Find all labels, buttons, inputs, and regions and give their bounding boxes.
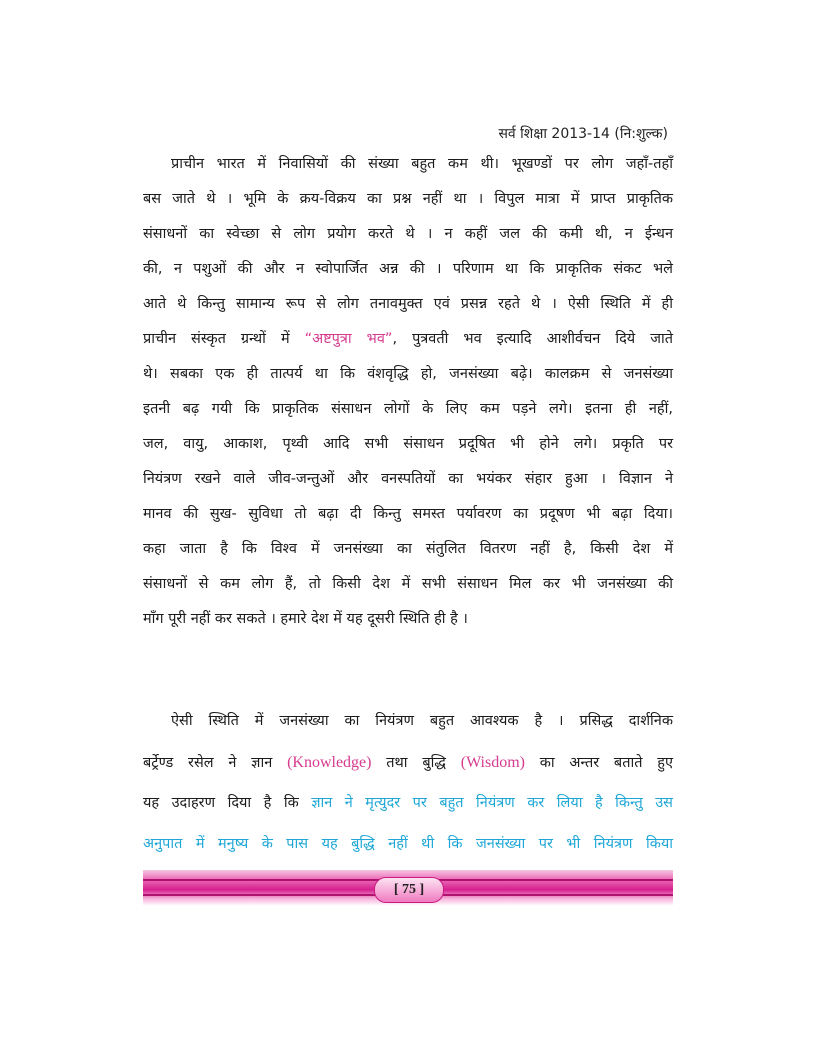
text-line: संसाधनों का स्वेच्छा से लोग प्रयोग करते थे । न कहीं जल की कमी थी, न ईन्धन (143, 226, 673, 242)
page-number: [ 75 ] (374, 877, 444, 903)
text-line: आते थे किन्तु सामान्य रूप से लोग तनावमुक्त एवं प्रसन्न रहते थे । ऐसी स्थिति में ही (143, 296, 673, 312)
text-segment: तथा बुद्धि (371, 755, 461, 771)
text-line: ऐसी स्थिति में जनसंख्या का नियंत्रण बहुत आवश्यक है । प्रसिद्ध दार्शनिक (171, 713, 673, 729)
text-segment: , पुत्रवती भव इत्यादि आशीर्वचन दिये जाते (392, 331, 673, 347)
blessing-quote: “अष्टपुत्रा भव” (304, 331, 393, 347)
text-line: संसाधनों से कम लोग हैं, तो किसी देश में सभी संसाधन मिल कर भी जनसंख्या की (143, 576, 673, 592)
text-line: इतनी बढ़ गयी कि प्राकृतिक संसाधन लोगों के लिए कम पड़ने लगे। इतना ही नहीं, (143, 401, 673, 417)
text-line: कहा जाता है कि विश्व में जनसंख्या का संतुलित वितरण नहीं है, किसी देश में (143, 541, 673, 557)
paragraph-1 (143, 147, 673, 637)
text-segment: का अन्तर बताते हुए (524, 755, 673, 771)
text-segment: प्राचीन संस्कृत ग्रन्थों में (143, 331, 305, 347)
text-line: जल, वायु, आकाश, पृथ्वी आदि सभी संसाधन प्रदूषित भी होने लगे। प्रकृति पर (143, 436, 673, 452)
text-line (143, 783, 673, 824)
text-segment: बर्ट्रेण्ड रसेल ने ज्ञान (143, 755, 288, 771)
russell-quote-continued: अनुपात में मनुष्य के पास यह बुद्धि नहीं थी कि जनसंख्या पर भी नियंत्रण किया (143, 836, 673, 852)
wisdom-term: (Wisdom) (460, 754, 525, 771)
text-line: नियंत्रण रखने वाले जीव-जन्तुओं और वनस्पतियों का भयंकर संहार हुआ । विज्ञान ने (143, 471, 673, 487)
text-line: मानव की सुख- सुविधा तो बढ़ा दी किन्तु समस्त पर्यावरण का प्रदूषण भी बढ़ा दिया। (143, 506, 673, 522)
paragraph-2 (143, 701, 673, 865)
text-line: प्राचीन भारत में निवासियों की संख्या बहुत कम थी। भूखण्डों पर लोग जहाँ-तहाँ (171, 156, 673, 172)
text-line: बस जाते थे । भूमि के क्रय-विक्रय का प्रश्न नहीं था । विपुल मात्रा में प्राप्त प्राकृतिक (143, 191, 673, 207)
russell-quote: ज्ञान ने मृत्युदर पर बहुत नियंत्रण कर लिया है किन्तु उस (311, 795, 673, 811)
text-line: की, न पशुओं की और न स्वोपार्जित अन्न की । परिणाम था कि प्राकृतिक संकट भले (143, 261, 673, 277)
text-line: माँग पूरी नहीं कर सकते । हमारे देश में यह दूसरी स्थिति ही है । (143, 611, 468, 627)
knowledge-term: (Knowledge) (287, 754, 372, 771)
text-line: थे। सबका एक ही तात्पर्य था कि वंशवृद्धि हो, जनसंख्या बढ़े। कालक्रम से जनसंख्या (143, 366, 673, 382)
text-segment: यह उदाहरण दिया है कि (143, 795, 312, 811)
page-header: सर्व शिक्षा 2013-14 (नि:शुल्क) (498, 126, 668, 142)
text-line (143, 322, 673, 357)
text-line (143, 742, 673, 783)
